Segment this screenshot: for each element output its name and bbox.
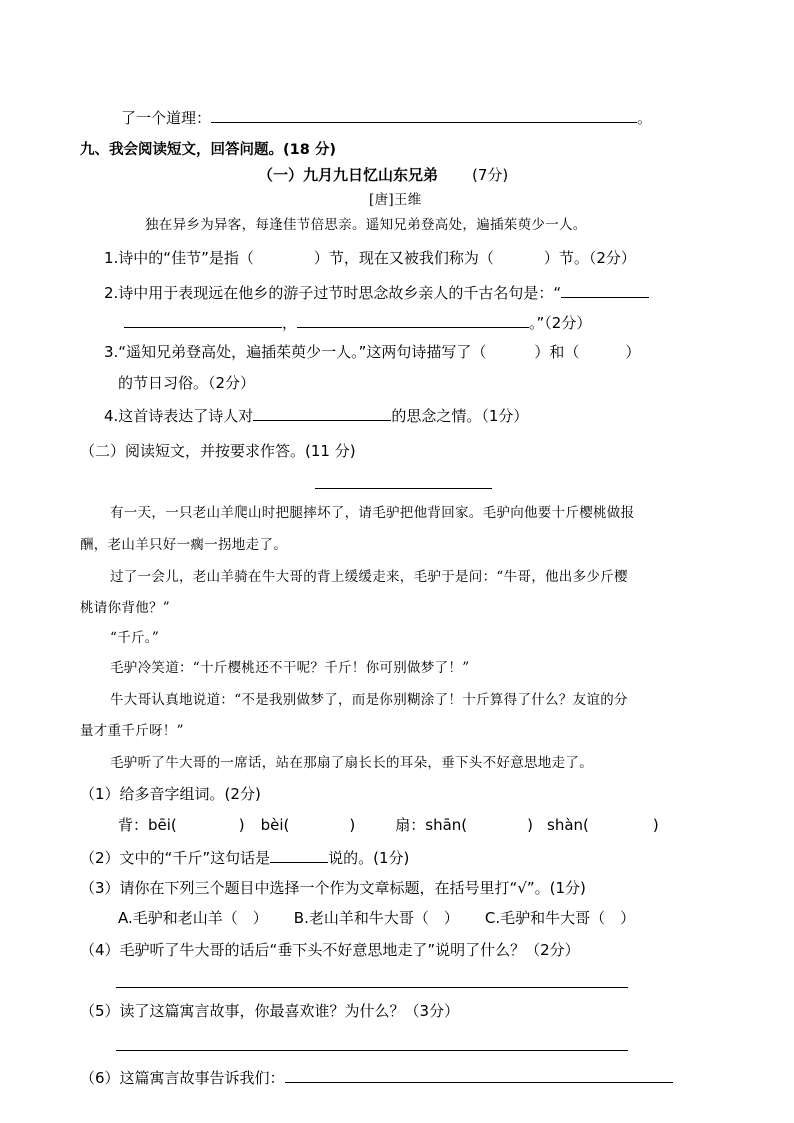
bei1-close: ) [238, 816, 245, 834]
part2-q2-blank[interactable] [270, 846, 328, 863]
part1-heading-text: （一）九月九日忆山东兄弟 [258, 166, 439, 184]
part2-q1-title: （1）给多音字组词。(2分) [80, 785, 261, 803]
poem-text: 独在异乡为异客，每逢佳节倍思亲。遥知兄弟登高处，遍插茱萸少一人。 [145, 217, 587, 233]
part2-heading: （二）阅读短文，并按要求作答。(11 分) [80, 442, 356, 460]
part1-heading [258, 165, 508, 185]
part2-q2 [80, 846, 409, 868]
part1-score: (7分) [472, 166, 509, 184]
q8-tail-prefix: 了一个道理： [121, 109, 212, 127]
part1-q2-blank1[interactable] [561, 281, 649, 298]
bei2-label: bèi( [260, 816, 290, 834]
part1-q1 [104, 248, 636, 268]
part1-q2-line2 [124, 311, 591, 333]
part2-q3-options [118, 908, 635, 928]
story-line-7: 牛大哥认真地说道：“不是我别做梦了，而是你别糊涂了！十斤算得了什么？友谊的分 [110, 692, 628, 708]
part2-q6-blank[interactable] [285, 1066, 673, 1083]
option-c[interactable]: C.毛驴和牛大哥（ ） [484, 909, 636, 927]
bei2-close: ) [349, 816, 356, 834]
shan2-close: ) [652, 816, 659, 834]
part1-q4-blank[interactable] [253, 404, 391, 421]
part1-q1-a: 1.诗中的“佳节”是指（ [104, 249, 254, 267]
part1-q1-c: ）节。（2分） [543, 249, 636, 267]
story-title-blank[interactable] [315, 488, 492, 489]
story-line-5: “千斤。” [110, 630, 160, 646]
part1-q4 [104, 404, 528, 426]
part2-q5: （5）读了这篇寓言故事，你最喜欢谁？为什么？（3分） [80, 1002, 460, 1020]
part2-q4: （4）毛驴听了牛大哥的话后“垂下头不好意思地走了”说明了什么？（2分） [80, 941, 580, 959]
part1-q2-a: 2.诗中用于表现远在他乡的游子过节时思念故乡亲人的千古名句是：“ [104, 284, 562, 302]
part2-q2-b: 说的。(1分) [328, 849, 410, 867]
part2-q6 [80, 1066, 673, 1088]
part2-q3-title: （3）请你在下列三个题目中选择一个作为文章标题，在括号里打“√”。(1分) [80, 879, 586, 897]
option-a[interactable]: A.毛驴和老山羊（ ） [118, 909, 268, 927]
part1-q2-blank2[interactable] [124, 311, 282, 328]
q9-title: 九、我会阅读短文，回答问题。(18 分) [80, 142, 336, 158]
part1-q3-b: ）和（ [534, 343, 580, 361]
story-line-8: 量才重千斤呀！” [80, 723, 184, 739]
part1-q3-c: ） [625, 343, 641, 361]
story-line-4: 桃请你背他？” [80, 600, 171, 616]
part2-q4-answer-line[interactable] [116, 987, 628, 988]
part1-q3-line2: 的节日习俗。（2分） [118, 374, 256, 392]
part1-q2-end: 。”（2分） [529, 314, 592, 332]
part1-q4-a: 4.这首诗表达了诗人对 [104, 407, 254, 425]
part2-q5-answer-line[interactable] [116, 1050, 628, 1051]
q8-answer-blank[interactable] [211, 106, 637, 123]
poem-author: [唐]王维 [369, 192, 422, 208]
part1-q3-a: 3.“遥知兄弟登高处，遍插茱萸少一人。”这两句诗描写了（ [104, 343, 487, 361]
story-line-9: 毛驴听了牛大哥的一席话，站在那扇了扇长长的耳朵，垂下头不好意思地走了。 [110, 755, 593, 771]
q8-tail-suffix: 。 [637, 109, 653, 127]
shan1-label: 扇：shān( [395, 816, 468, 834]
part1-q2-blank3[interactable] [297, 311, 529, 328]
shan2-label: shàn( [547, 816, 589, 834]
q8-tail-line [121, 106, 652, 128]
part1-q2 [104, 281, 649, 303]
shan1-close: ) [527, 816, 534, 834]
part2-q1-items [118, 815, 659, 835]
story-line-3: 过了一会儿，老山羊骑在牛大哥的背上缓缓走来，毛驴于是问：“牛哥，他出多少斤樱 [110, 569, 628, 585]
part1-q1-b: ）节，现在又被我们称为（ [313, 249, 494, 267]
part1-q2-comma: ， [282, 314, 298, 332]
part2-q2-a: （2）文中的“千斤”这句话是 [80, 849, 271, 867]
part1-q3 [104, 342, 640, 362]
story-line-1: 有一天，一只老山羊爬山时把腿摔坏了，请毛驴把他背回家。毛驴向他要十斤樱桃做报 [110, 505, 635, 521]
story-line-2: 酬，老山羊只好一瘸一拐地走了。 [80, 537, 287, 553]
part2-q6-text: （6）这篇寓言故事告诉我们： [80, 1069, 285, 1087]
part1-q4-b: 的思念之情。（1分） [391, 407, 529, 425]
option-b[interactable]: B.老山羊和牛大哥（ ） [293, 909, 459, 927]
story-line-6: 毛驴冷笑道：“十斤樱桃还不干呢？千斤！你可别做梦了！” [110, 660, 470, 676]
bei1-label: 背：bēi( [118, 816, 177, 834]
